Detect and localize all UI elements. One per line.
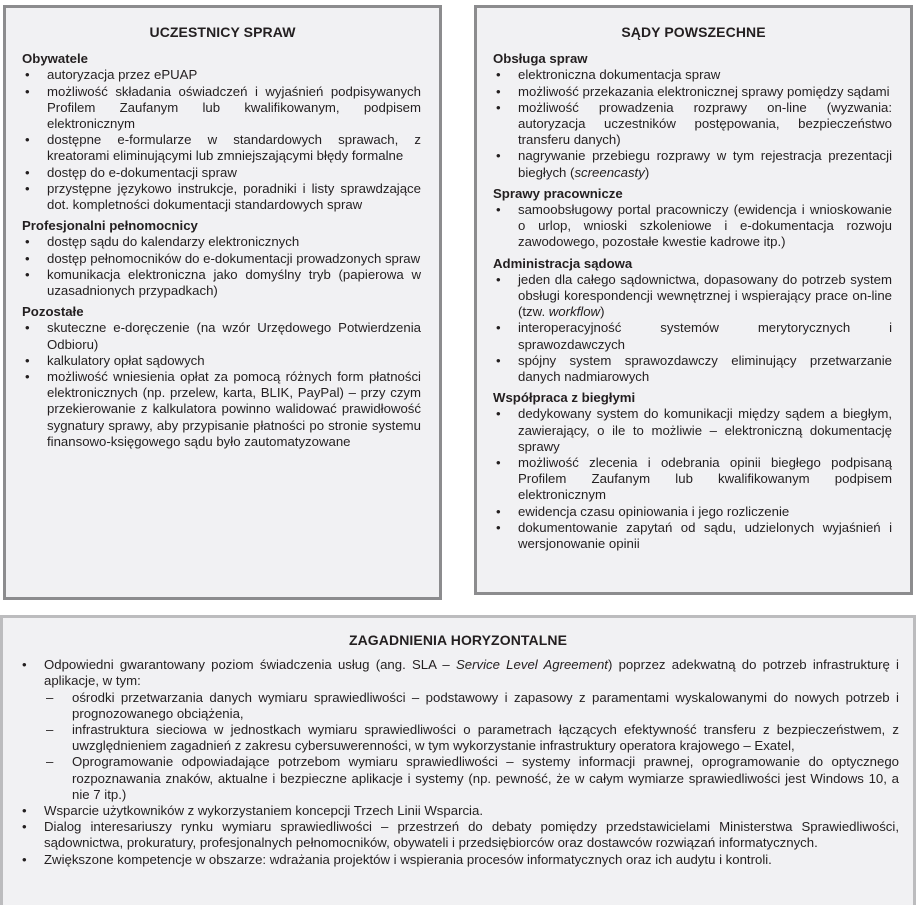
sub-list-item: – ośrodki przetwarzania danych wymiaru sprawiedliwości – podstawowy i zapasowy z paramentami wyskalowanymi do nowych potrzeb i prognozowanego obciążenia, — [46, 689, 899, 721]
list-item: • możliwość wniesienia opłat za pomocą różnych form płatności elektronicznych (np. przelew, karta, BLIK, PayPal) – przy czym przekierowanie z kalkulatora powinno walidować prawidłowość sygnatury sprawy, aby przypisanie płatności po stronie systemu finansowo-księgowego sądu było zautomatyzowane — [25, 369, 421, 449]
list-item: • spójny system sprawozdawczy eliminujący przetwarzanie danych nadmiarowych — [496, 352, 892, 385]
section-court-administration — [477, 256, 910, 386]
bullet-icon: • — [25, 320, 30, 336]
participants-box-title: UCZESTNICY SPRAW — [149, 24, 296, 40]
list-item: • skuteczne e-doręczenie (na wzór Urzędowego Potwierdzenia Odbioru) — [25, 320, 421, 352]
sub-list-item: – infrastruktura sieciowa w jednostkach wymiaru sprawiedliwości o parametrach łączących efektywność transferu z bezpieczeństwem, z uwzględnieniem zagadnień z zakresu cybersuwerenności, w tym wykorzystanie infrastruktury operatora krajowego – Exatel, — [46, 722, 899, 754]
bullet-icon: • — [25, 266, 30, 282]
courts-box-title: SĄDY POWSZECHNE — [621, 24, 766, 40]
section-other — [6, 304, 439, 450]
bullet-icon: • — [25, 250, 30, 266]
bullet-icon: • — [25, 83, 30, 99]
list-item: • elektroniczna dokumentacja spraw — [496, 67, 721, 83]
section-heading: Profesjonalni pełnomocnicy — [22, 218, 198, 234]
bullet-icon: • — [25, 164, 30, 180]
list-item: • dostępne e-formularze w standardowych sprawach, z kreatorami eliminującymi lub zmniejszającymi błędy formalne — [25, 132, 421, 164]
list-item: • możliwość przekazania elektronicznej sprawy pomiędzy sądami — [496, 83, 890, 99]
bullet-icon: • — [496, 503, 501, 519]
section-citizens — [6, 51, 439, 213]
section-attorneys — [6, 218, 439, 299]
list-item: • jeden dla całego sądownictwa, dopasowany do potrzeb system obsługi korespondencji wewnętrznej i wspierający prace on-line (tzw. workflow) — [496, 271, 892, 320]
list-item: • komunikacja elektroniczna jako domyślny tryb (papierowa w uzasadnionych przypadkach) — [25, 266, 421, 299]
list-item: • autoryzacja przez ePUAP — [25, 67, 198, 83]
bullet-icon: • — [22, 851, 27, 867]
section-employee-matters — [477, 186, 910, 251]
section-heading: Obsługa spraw — [493, 51, 588, 67]
bullet-icon: • — [496, 406, 501, 422]
bullet-icon: • — [496, 519, 501, 535]
list-item: • dedykowany system do komunikacji między sądem a biegłym, zawierający, o ile to możliwie – elektroniczną dokumentację sprawy — [496, 406, 892, 454]
list-item: • kalkulatory opłat sądowych — [25, 352, 205, 368]
section-heading: Sprawy pracownicze — [493, 185, 623, 201]
list-item: • dostęp sądu do kalendarzy elektronicznych — [25, 234, 300, 250]
section-heading: Administracja sądowa — [493, 255, 633, 271]
bullet-icon: • — [25, 234, 30, 250]
list-item: • Odpowiedni gwarantowany poziom świadczenia usług (ang. SLA – Service Level Agreement) poprzez adekwatną do potrzeb infrastrukturę i aplikacje, w tym: – ośrodki przetwarzania danych wymiaru sprawiedliwości – podstawowy i zapasowy z paramentami wyskalowanymi do nowych potrzeb i prognozowanego obciążenia, – infrastruktura sieciowa w jednostkach wymiaru sprawiedliwości o parametrach łączących efektywność transferu z bezpieczeństwem, z uwzględnieniem zagadnień z zakresu cybersuwerenności, w tym wykorzystanie infrastruktury operatora krajowego – Exatel, – Oprogramowanie odpowiadające potrzebom wymiaru sprawiedliwości – systemy informacji prawnej, oprogramowanie do optycznego rozpoznawania znaków, aktualne i bezpieczne aplikacje i systemy (np. pewność, że w całym wymiarze sprawiedliwości jest Windows 10, a nie 7 itp.) — [22, 657, 899, 802]
list-item: • możliwość składania oświadczeń i wyjaśnień podpisywanych Profilem Zaufanym lub kwalifikowanym, podpisem elektronicznym — [25, 83, 421, 132]
section-experts — [477, 390, 910, 552]
bullet-icon: • — [22, 819, 27, 835]
list-item: • Dialog interesariuszy rynku wymiaru sprawiedliwości – przestrzeń do debaty pomiędzy przedstawicielami Ministerstwa Sprawiedliwości, sądownictwa, prokuratury, profesjonalnych pełnomocników, obywateli i przedsiębiorców oraz dostawców rozwiązań informatycznych. — [22, 819, 899, 851]
bullet-icon: • — [496, 320, 501, 336]
list-item: • Zwiększone kompetencje w obszarze: wdrażania projektów i wspierania procesów informatycznych oraz ich audytu i kontroli. — [22, 851, 772, 867]
bullet-icon: • — [496, 202, 501, 218]
list-item: • samoobsługowy portal pracowniczy (ewidencja i wnioskowanie o urlop, wnioski szkoleniowe i e-dokumentacja rozwoju zawodowego, pozostałe kwestie kadrowe itp.) — [496, 202, 892, 250]
horizontal-issues-title: ZAGADNIENIA HORYZONTALNE — [348, 632, 568, 648]
section-heading: Obywatele — [22, 51, 88, 67]
list-item: • przystępne językowo instrukcje, poradniki i listy sprawdzające dot. kompletności dokumentacji standardowych spraw — [25, 180, 421, 213]
courts-box — [474, 5, 913, 595]
dash-icon: – — [46, 722, 54, 738]
bullet-icon: • — [496, 99, 501, 115]
bullet-icon: • — [25, 180, 30, 196]
list-item: • możliwość zlecenia i odebrania opinii biegłego podpisaną Profilem Zaufanym lub kwalifikowanym podpisem elektronicznym — [496, 455, 892, 503]
bullet-icon: • — [496, 83, 501, 99]
list-item: • nagrywanie przebiegu rozprawy w tym rejestracja prezentacji biegłych (screencasty) — [496, 148, 892, 180]
dash-icon: – — [46, 754, 54, 770]
bullet-icon: • — [496, 148, 501, 164]
bullet-icon: • — [22, 803, 27, 819]
bullet-icon: • — [496, 271, 501, 287]
list-item: • dostęp pełnomocników do e-dokumentacji prowadzonych spraw — [25, 250, 421, 266]
list-item: • interoperacyjność systemów merytorycznych i sprawozdawczych — [496, 320, 892, 352]
participants-box — [3, 5, 442, 600]
bullet-icon: • — [25, 369, 30, 385]
bullet-icon: • — [496, 352, 501, 368]
bullet-icon: • — [496, 67, 501, 83]
list-item: • możliwość prowadzenia rozprawy on-line (wyzwania: autoryzacja uczestników postępowania, bezpieczeństwo transferu danych) — [496, 99, 892, 148]
list-item: • dokumentowanie zapytań od sądu, udzielonych wyjaśnień i wersjonowanie opinii — [496, 519, 892, 552]
list-item: • dostęp do e-dokumentacji spraw — [25, 164, 237, 180]
bullet-icon: • — [25, 352, 30, 368]
sub-list-item: – Oprogramowanie odpowiadające potrzebom wymiaru sprawiedliwości – systemy informacji prawnej, oprogramowanie do optycznego rozpoznawania znaków, aktualne i bezpieczne aplikacje i systemy (np. pewność, że w całym wymiarze sprawiedliwości jest Windows 10, a nie 7 itp.) — [46, 754, 899, 802]
list-item: • Wsparcie użytkowników z wykorzystaniem koncepcji Trzech Linii Wsparcia. — [22, 803, 483, 819]
horizontal-issues-box — [0, 615, 916, 905]
bullet-icon: • — [25, 132, 30, 148]
bullet-icon: • — [22, 657, 27, 673]
bullet-icon: • — [496, 455, 501, 471]
section-heading: Pozostałe — [22, 304, 84, 320]
section-case-handling — [477, 51, 910, 181]
list-item: • ewidencja czasu opiniowania i jego rozliczenie — [496, 503, 790, 519]
dash-icon: – — [46, 689, 54, 705]
section-heading: Współpraca z biegłymi — [493, 390, 636, 406]
bullet-icon: • — [25, 67, 30, 83]
